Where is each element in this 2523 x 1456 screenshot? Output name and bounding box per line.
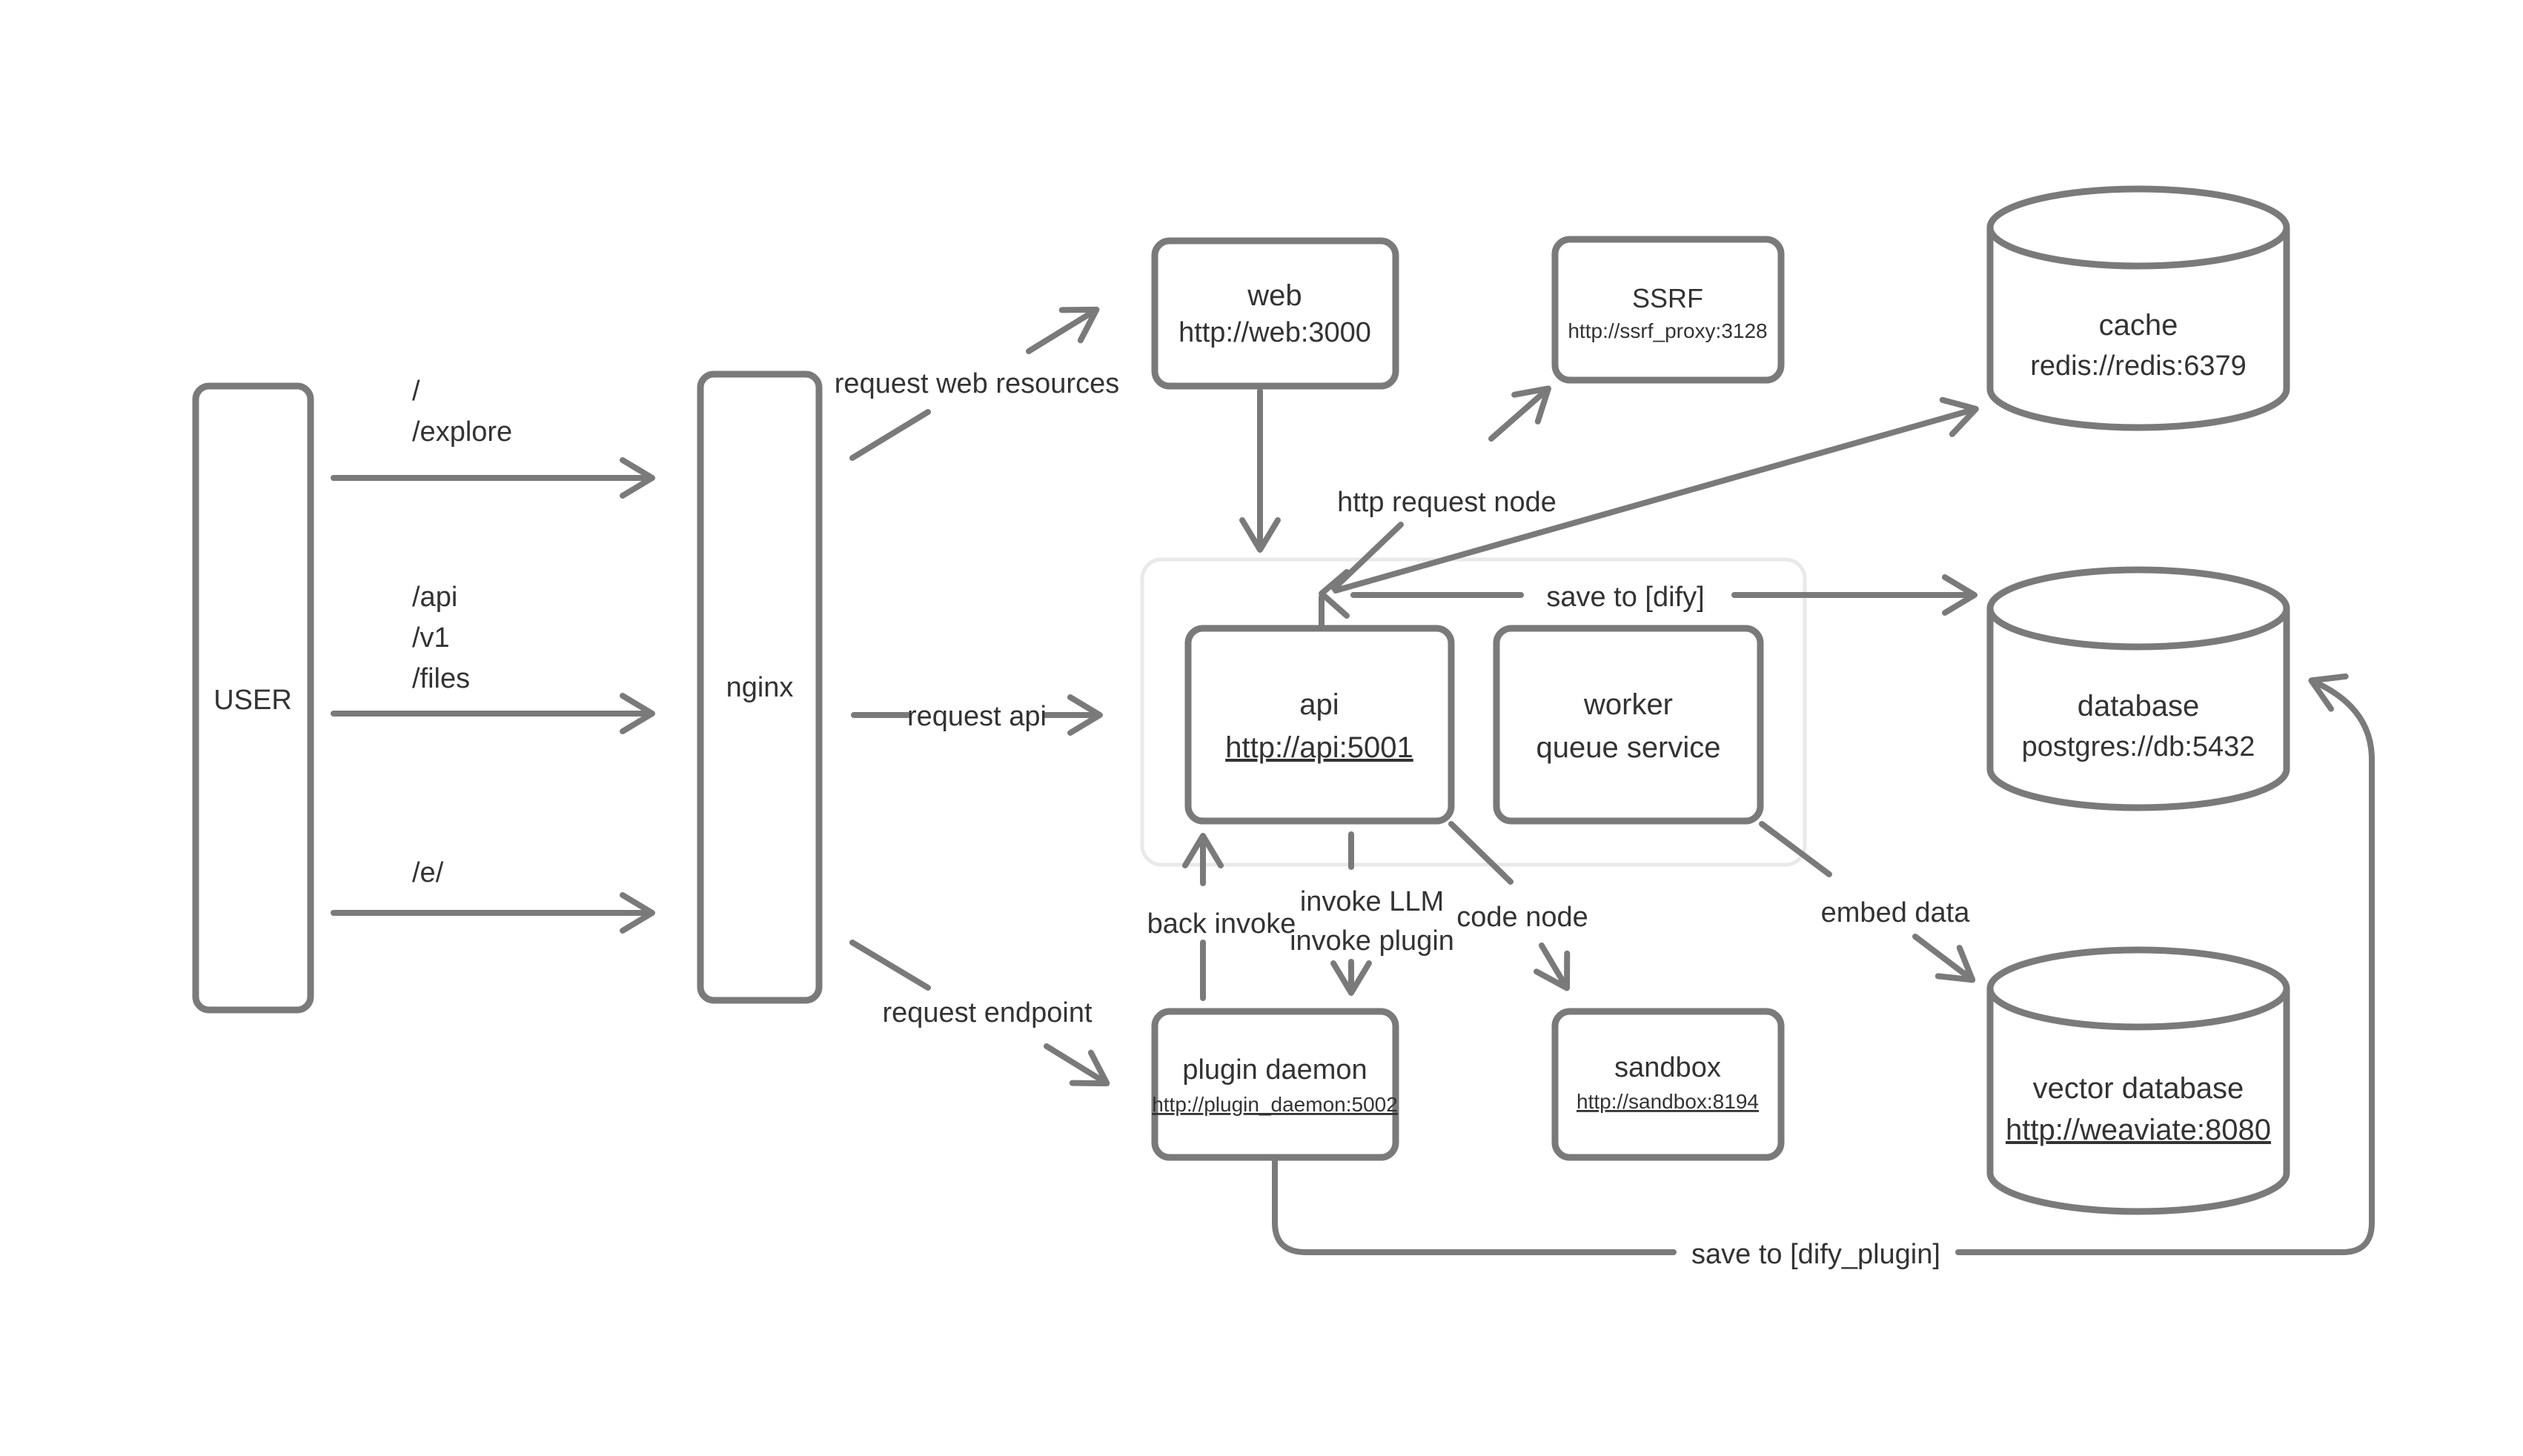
node-web xyxy=(1155,241,1396,386)
edge-label-explore-path: /explore xyxy=(412,416,513,448)
api-url: http://api:5001 xyxy=(1225,731,1413,764)
edge-label-embed-data: embed data xyxy=(1820,897,1970,928)
database-title: database xyxy=(2077,690,2200,722)
edge-label-request-api: request api xyxy=(906,701,1047,732)
ssrf-title: SSRF xyxy=(1631,283,1704,313)
edge-label-e-path: /e/ xyxy=(412,857,444,888)
edge-nginx-web-a xyxy=(852,412,928,458)
database-url: postgres://db:5432 xyxy=(2021,731,2255,762)
edge-label-code-node: code node xyxy=(1456,902,1588,933)
node-api xyxy=(1188,628,1451,821)
edge-nginx-plugin-a xyxy=(852,943,928,988)
vector-database-url: http://weaviate:8080 xyxy=(2005,1114,2272,1146)
edge-worker-vector-b xyxy=(1915,937,1970,978)
edge-label-api-path: /api xyxy=(412,582,458,613)
ssrf-url: http://ssrf_proxy:3128 xyxy=(1568,319,1768,342)
node-cache-cylinder xyxy=(1990,189,2287,428)
edge-label-root-path: / xyxy=(412,376,420,407)
edge-label-invoke-llm: invoke LLM xyxy=(1299,886,1445,917)
edge-label-files-path: /files xyxy=(412,663,471,694)
edge-label-v1-path: /v1 xyxy=(412,622,450,654)
sandbox-title: sandbox xyxy=(1614,1052,1721,1083)
user-label: USER xyxy=(213,685,292,716)
plugin-daemon-url: http://plugin_daemon:5002 xyxy=(1152,1093,1398,1116)
edge-label-save-to-dify: save to [dify] xyxy=(1546,582,1705,613)
edge-plugin-database-a xyxy=(1275,1160,1674,1252)
plugin-daemon-title: plugin daemon xyxy=(1182,1054,1367,1086)
edge-label-save-to-dify-plugin: save to [dify_plugin] xyxy=(1691,1239,1940,1270)
web-title: web xyxy=(1247,279,1302,312)
web-url: http://web:3000 xyxy=(1178,317,1371,348)
edge-nginx-plugin-b xyxy=(1047,1046,1104,1082)
worker-title: worker xyxy=(1583,688,1674,721)
edge-worker-vector-a xyxy=(1762,824,1829,874)
edge-label-request-endpoint: request endpoint xyxy=(882,997,1093,1028)
api-title: api xyxy=(1299,688,1339,721)
edge-nginx-web-b xyxy=(1029,311,1094,351)
nginx-label: nginx xyxy=(726,672,794,703)
edge-label-request-web-resources: request web resources xyxy=(834,368,1120,399)
edge-api-sandbox-b xyxy=(1542,945,1565,985)
sandbox-url: http://sandbox:8194 xyxy=(1577,1090,1759,1113)
cache-url: redis://redis:6379 xyxy=(2030,350,2247,382)
edge-label-invoke-plugin: invoke plugin xyxy=(1290,925,1454,957)
edge-label-http-request-node: http request node xyxy=(1337,487,1556,518)
worker-subtitle: queue service xyxy=(1536,731,1721,764)
node-database-cylinder xyxy=(1990,570,2287,808)
node-worker xyxy=(1496,628,1760,821)
edge-api-ssrf-b xyxy=(1491,390,1546,439)
vector-database-title: vector database xyxy=(2032,1072,2244,1105)
node-sandbox xyxy=(1555,1011,1781,1157)
cache-title: cache xyxy=(2098,309,2178,342)
edge-api-sandbox-a xyxy=(1451,824,1511,882)
edge-label-back-invoke: back invoke xyxy=(1147,908,1296,940)
